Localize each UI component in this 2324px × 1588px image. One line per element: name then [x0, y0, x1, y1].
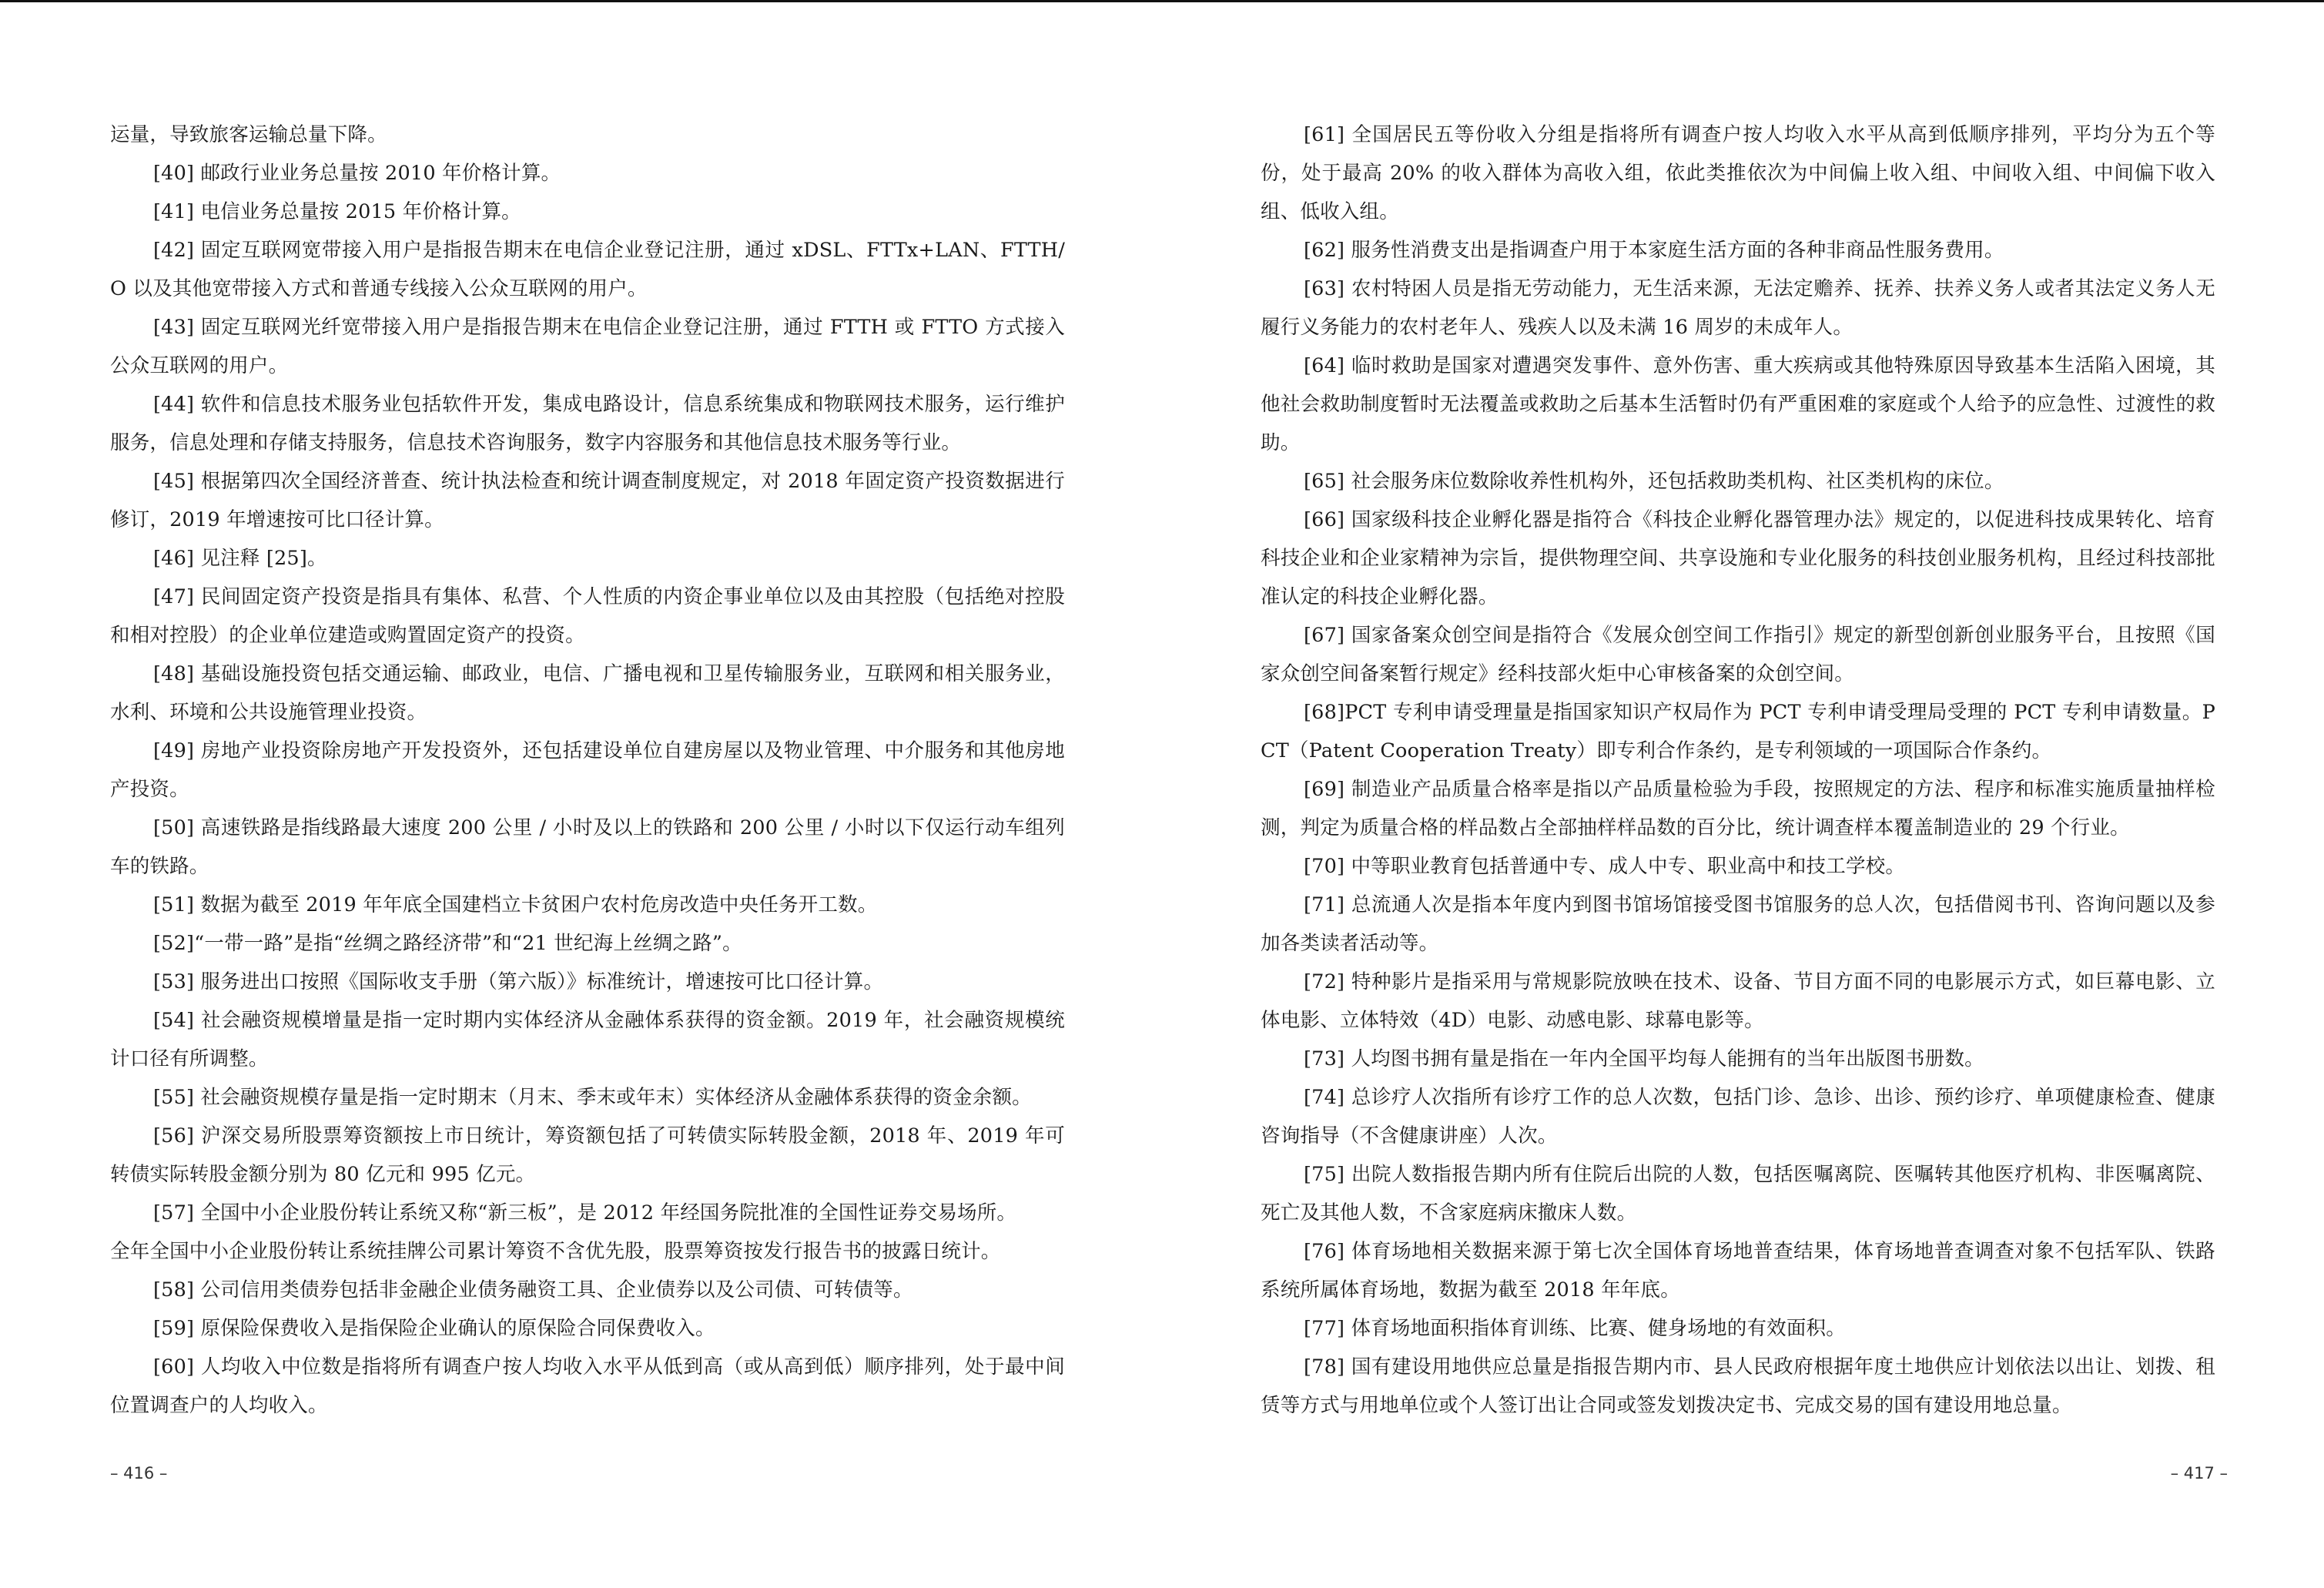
note-52: [52]“一带一路”是指“丝绸之路经济带”和“21 世纪海上丝绸之路”。	[153, 932, 742, 955]
right-page	[1261, 116, 2215, 1471]
note-60: [60] 人均收入中位数是指将所有调查户按人均收入水平从低到高（或从高到低）顺序排列，处于最中间位置调查户的人均收入。	[110, 1355, 1065, 1417]
note-78: [78] 国有建设用地供应总量是指报告期内市、县人民政府根据年度土地供应计划依法以出让、划拨、租赁等方式与用地单位或个人签订出让合同或签发划拨决定书、完成交易的国有建设用地总量。	[1261, 1355, 2215, 1417]
note-58: [58] 公司信用类债券包括非金融企业债务融资工具、企业债券以及公司债、可转债等。	[153, 1278, 913, 1302]
page-number-right: – 417 –	[2170, 1464, 2228, 1482]
note-54: [54] 社会融资规模增量是指一定时期内实体经济从金融体系获得的资金额。2019 年，社会融资规模统计口径有所调整。	[110, 1009, 1065, 1070]
note-57-continuation: 全年全国中小企业股份转让系统挂牌公司累计筹资不含优先股，股票筹资按发行报告书的披露日统计。	[110, 1240, 1001, 1263]
note-43: [43] 固定互联网光纤宽带接入用户是指报告期末在电信企业登记注册，通过 FTTH 或 FTTO 方式接入公众互联网的用户。	[110, 316, 1065, 377]
note-73: [73] 人均图书拥有量是指在一年内全国平均每人能拥有的当年出版图书册数。	[1304, 1047, 1984, 1070]
note-57: [57] 全国中小企业股份转让系统又称“新三板”，是 2012 年经国务院批准的全国性证券交易场所。	[153, 1201, 1017, 1225]
note-40: [40] 邮政行业业务总量按 2010 年价格计算。	[153, 162, 561, 185]
note-64: [64] 临时救助是国家对遭遇突发事件、意外伤害、重大疾病或其他特殊原因导致基本生活陷入困境，其他社会救助制度暂时无法覆盖或救助之后基本生活暂时仍有严重困难的家庭或个人给予的应急性、过渡性的救助。	[1261, 354, 2215, 454]
note-55: [55] 社会融资规模存量是指一定时期末（月末、季末或年末）实体经济从金融体系获得的资金余额。	[153, 1086, 1032, 1109]
note-42: [42] 固定互联网宽带接入用户是指报告期末在电信企业登记注册，通过 xDSL、FTTx+LAN、FTTH/O 以及其他宽带接入方式和普通专线接入公众互联网的用户。	[110, 239, 1065, 300]
note-76: [76] 体育场地相关数据来源于第七次全国体育场地普查结果，体育场地普查调查对象不包括军队、铁路系统所属体育场地，数据为截至 2018 年年底。	[1261, 1240, 2215, 1302]
note-70: [70] 中等职业教育包括普通中专、成人中专、职业高中和技工学校。	[1304, 855, 1906, 878]
note-47: [47] 民间固定资产投资是指具有集体、私营、个人性质的内资企事业单位以及由其控股（包括绝对控股和相对控股）的企业单位建造或购置固定资产的投资。	[110, 585, 1065, 647]
note-63: [63] 农村特困人员是指无劳动能力，无生活来源，无法定赡养、抚养、扶养义务人或者其法定义务人无履行义务能力的农村老年人、残疾人以及未满 16 周岁的未成年人。	[1261, 277, 2215, 339]
note-65: [65] 社会服务床位数除收养性机构外，还包括救助类机构、社区类机构的床位。	[1304, 470, 2004, 493]
note-continuation: 运量，导致旅客运输总量下降。	[110, 123, 387, 146]
note-72: [72] 特种影片是指采用与常规影院放映在技术、设备、节目方面不同的电影展示方式，如巨幕电影、立体电影、立体特效（4D）电影、动感电影、球幕电影等。	[1261, 970, 2215, 1032]
top-border-line	[0, 0, 2324, 2]
note-46: [46] 见注释 [25]。	[153, 547, 327, 570]
note-41: [41] 电信业务总量按 2015 年价格计算。	[153, 200, 521, 223]
note-74: [74] 总诊疗人次指所有诊疗工作的总人次数，包括门诊、急诊、出诊、预约诊疗、单项健康检查、健康咨询指导（不含健康讲座）人次。	[1261, 1086, 2215, 1147]
note-77: [77] 体育场地面积指体育训练、比赛、健身场地的有效面积。	[1304, 1317, 1846, 1340]
note-45: [45] 根据第四次全国经济普查、统计执法检查和统计调查制度规定，对 2018 年固定资产投资数据进行修订，2019 年增速按可比口径计算。	[110, 470, 1065, 531]
note-44: [44] 软件和信息技术服务业包括软件开发，集成电路设计，信息系统集成和物联网技术服务，运行维护服务，信息处理和存储支持服务，信息技术咨询服务，数字内容服务和其他信息技术服务等行业。	[110, 393, 1065, 454]
note-62: [62] 服务性消费支出是指调查户用于本家庭生活方面的各种非商品性服务费用。	[1304, 239, 2004, 262]
note-59: [59] 原保险保费收入是指保险企业确认的原保险合同保费收入。	[153, 1317, 715, 1340]
note-69: [69] 制造业产品质量合格率是指以产品质量检验为手段，按照规定的方法、程序和标准实施质量抽样检测，判定为质量合格的样品数占全部抽样样品数的百分比，统计调查样本覆盖制造业的 29 个行业。	[1261, 778, 2215, 839]
note-51: [51] 数据为截至 2019 年年底全国建档立卡贫困户农村危房改造中央任务开工数。	[153, 893, 878, 916]
note-75: [75] 出院人数指报告期内所有住院后出院的人数，包括医嘱离院、医嘱转其他医疗机构、非医嘱离院、死亡及其他人数，不含家庭病床撤床人数。	[1261, 1163, 2215, 1225]
page-number-left: – 416 –	[110, 1464, 168, 1482]
note-49: [49] 房地产业投资除房地产开发投资外，还包括建设单位自建房屋以及物业管理、中介服务和其他房地产投资。	[110, 739, 1065, 801]
note-61: [61] 全国居民五等份收入分组是指将所有调查户按人均收入水平从高到低顺序排列，平均分为五个等份，处于最高 20% 的收入群体为高收入组，依此类推依次为中间偏上收入组、中间收入组、中间偏下收入组、低收入组。	[1261, 123, 2215, 223]
note-68: [68]PCT 专利申请受理量是指国家知识产权局作为 PCT 专利申请受理局受理的 PCT 专利申请数量。PCT（Patent Cooperation Treaty）即专利合作条约，是专利领域的一项国际合作条约。	[1261, 701, 2215, 762]
note-67: [67] 国家备案众创空间是指符合《发展众创空间工作指引》规定的新型创新创业服务平台，且按照《国家众创空间备案暂行规定》经科技部火炬中心审核备案的众创空间。	[1261, 624, 2215, 685]
note-48: [48] 基础设施投资包括交通运输、邮政业，电信、广播电视和卫星传输服务业，互联网和相关服务业，水利、环境和公共设施管理业投资。	[110, 662, 1065, 724]
note-71: [71] 总流通人次是指本年度内到图书馆场馆接受图书馆服务的总人次，包括借阅书刊、咨询问题以及参加各类读者活动等。	[1261, 893, 2215, 955]
note-53: [53] 服务进出口按照《国际收支手册（第六版）》标准统计，增速按可比口径计算。	[153, 970, 884, 993]
left-page	[110, 116, 1065, 1471]
note-66: [66] 国家级科技企业孵化器是指符合《科技企业孵化器管理办法》规定的，以促进科技成果转化、培育科技企业和企业家精神为宗旨，提供物理空间、共享设施和专业化服务的科技创业服务机构，且经过科技部批准认定的科技企业孵化器。	[1261, 508, 2215, 608]
note-56: [56] 沪深交易所股票筹资额按上市日统计，筹资额包括了可转债实际转股金额，2018 年、2019 年可转债实际转股金额分别为 80 亿元和 995 亿元。	[110, 1124, 1065, 1186]
note-50: [50] 高速铁路是指线路最大速度 200 公里 / 小时及以上的铁路和 200 公里 / 小时以下仅运行动车组列车的铁路。	[110, 816, 1065, 878]
